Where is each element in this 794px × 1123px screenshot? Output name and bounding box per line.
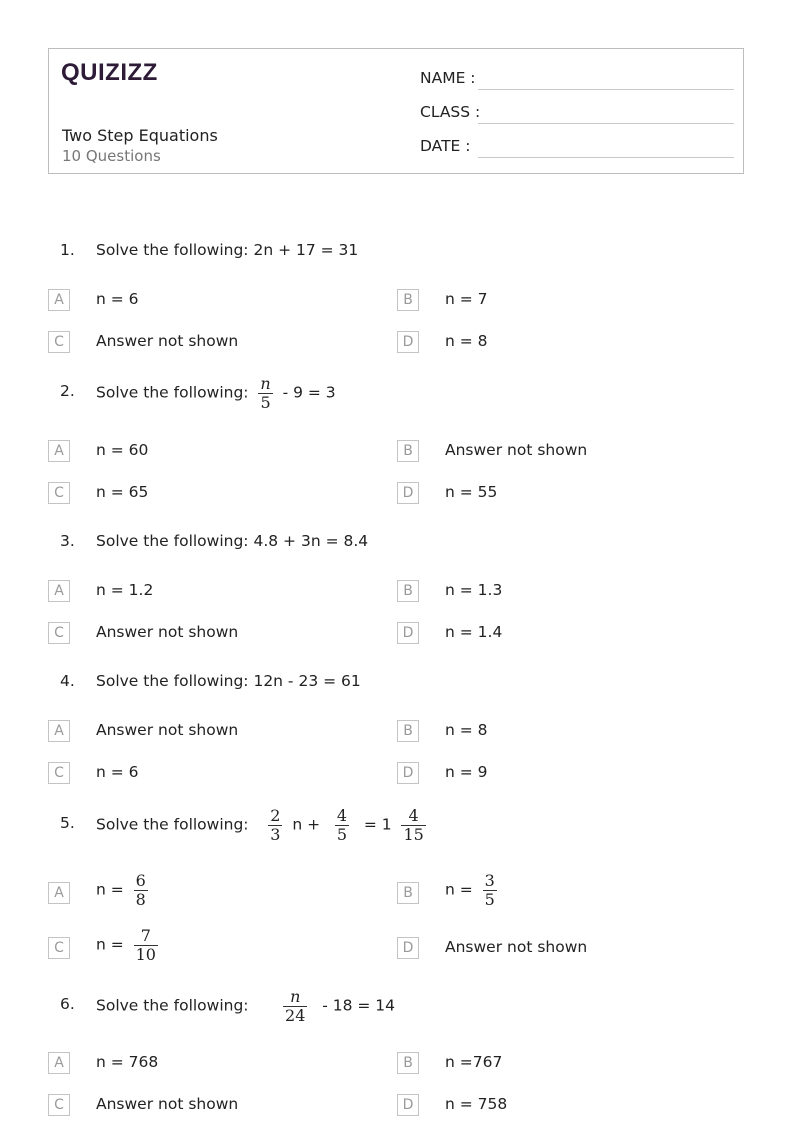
question-suffix: - 9 = 3 [282, 383, 336, 402]
question-3 [0, 532, 794, 572]
fraction-numerator: n [260, 374, 271, 393]
option-letter: A [48, 720, 70, 742]
question-2 [0, 373, 794, 423]
option-letter: D [397, 622, 419, 644]
option-letter: B [397, 1052, 419, 1074]
question-text [96, 375, 336, 411]
question-5 [0, 806, 794, 858]
fraction-denominator: 3 [270, 824, 281, 844]
option-text: n = 6 [96, 290, 139, 308]
option-text: n = 758 [445, 1095, 508, 1113]
fraction-numerator: 4 [408, 806, 419, 825]
fraction-denominator: 8 [135, 889, 146, 909]
question-number: 1. [60, 241, 75, 259]
option-text [445, 872, 497, 908]
option-letter: C [48, 622, 70, 644]
option-text: n = 1.2 [96, 581, 154, 599]
option-text: n = 768 [96, 1053, 159, 1071]
option-letter: C [48, 937, 70, 959]
question-number: 6. [60, 995, 75, 1013]
question-6 [0, 986, 794, 1036]
option-prefix: n = [96, 935, 124, 954]
option-text: Answer not shown [96, 332, 239, 350]
fraction-denominator: 5 [336, 824, 348, 844]
option-letter: B [397, 882, 419, 904]
date-label: DATE : [420, 137, 471, 155]
fraction-numerator: 6 [135, 871, 146, 890]
option-text [96, 927, 158, 963]
option-letter: B [397, 440, 419, 462]
option-text: n = 60 [96, 441, 149, 459]
option-letter: A [48, 580, 70, 602]
option-text: n = 55 [445, 483, 498, 501]
question-prefix: Solve the following: [96, 815, 249, 834]
option-text: n = 8 [445, 721, 488, 739]
option-letter: B [397, 289, 419, 311]
option-text: Answer not shown [96, 721, 239, 739]
question-number: 2. [60, 382, 75, 400]
option-text: n = 7 [445, 290, 488, 308]
option-letter: D [397, 1094, 419, 1116]
question-text: Solve the following: 12n - 23 = 61 [96, 672, 361, 690]
question-prefix: Solve the following: [96, 383, 249, 402]
question-text [96, 807, 426, 843]
fraction [134, 872, 148, 908]
question-number: 3. [60, 532, 75, 550]
fraction-numerator: 7 [140, 926, 151, 945]
fraction-denominator: 10 [135, 944, 156, 964]
option-letter: A [48, 289, 70, 311]
option-letter: D [397, 482, 419, 504]
fraction [483, 872, 497, 908]
option-letter: D [397, 762, 419, 784]
option-text: n = 65 [96, 483, 149, 501]
question-number: 4. [60, 672, 75, 690]
option-text: n = 8 [445, 332, 488, 350]
worksheet-title: Two Step Equations [62, 126, 218, 145]
option-text: Answer not shown [96, 623, 239, 641]
question-text: Solve the following: 4.8 + 3n = 8.4 [96, 532, 369, 550]
option-letter: B [397, 720, 419, 742]
option-text: Answer not shown [445, 938, 588, 956]
class-line [478, 123, 734, 124]
option-letter: C [48, 1094, 70, 1116]
option-letter: D [397, 937, 419, 959]
name-label: NAME : [420, 69, 476, 87]
option-text: n = 1.3 [445, 581, 503, 599]
option-text: n = 1.4 [445, 623, 503, 641]
option-letter: D [397, 331, 419, 353]
option-prefix: n = [445, 880, 473, 899]
option-text: n = 6 [96, 763, 139, 781]
option-letter: A [48, 440, 70, 462]
option-text: Answer not shown [445, 441, 588, 459]
fraction-denominator: 5 [484, 889, 495, 909]
question-prefix: Solve the following: [96, 996, 249, 1015]
class-label: CLASS : [420, 103, 481, 121]
fraction [283, 988, 307, 1024]
quizizz-logo: QUIZIZZ [61, 59, 158, 86]
fraction-denominator: 24 [285, 1005, 306, 1025]
fraction-numerator: n [290, 987, 301, 1006]
fraction [401, 807, 425, 843]
worksheet-header [48, 48, 744, 174]
fraction-numerator: 2 [270, 806, 281, 825]
option-letter: C [48, 482, 70, 504]
option-text: n =767 [445, 1053, 503, 1071]
question-mid-1: n + [292, 815, 321, 834]
question-mid-2: = 1 [363, 815, 392, 834]
fraction [335, 807, 349, 843]
date-line [478, 157, 734, 158]
option-letter: B [397, 580, 419, 602]
option-letter: C [48, 331, 70, 353]
question-text: Solve the following: 2n + 17 = 31 [96, 241, 359, 259]
option-letter: A [48, 1052, 70, 1074]
question-suffix: - 18 = 14 [322, 996, 395, 1015]
question-number: 5. [60, 814, 75, 832]
question-4 [0, 672, 794, 712]
question-count: 10 Questions [62, 147, 161, 165]
name-line [478, 89, 734, 90]
option-text: Answer not shown [96, 1095, 239, 1113]
option-text: n = 9 [445, 763, 488, 781]
fraction [134, 927, 158, 963]
option-letter: C [48, 762, 70, 784]
fraction-denominator: 5 [258, 393, 272, 412]
question-1 [0, 241, 794, 281]
option-prefix: n = [96, 880, 124, 899]
option-text [96, 872, 148, 908]
fraction [258, 375, 272, 411]
option-letter: A [48, 882, 70, 904]
fraction [268, 807, 282, 843]
fraction-numerator: 4 [336, 806, 348, 825]
fraction-numerator: 3 [484, 871, 495, 890]
fraction-denominator: 15 [403, 824, 424, 844]
question-text [96, 988, 395, 1024]
